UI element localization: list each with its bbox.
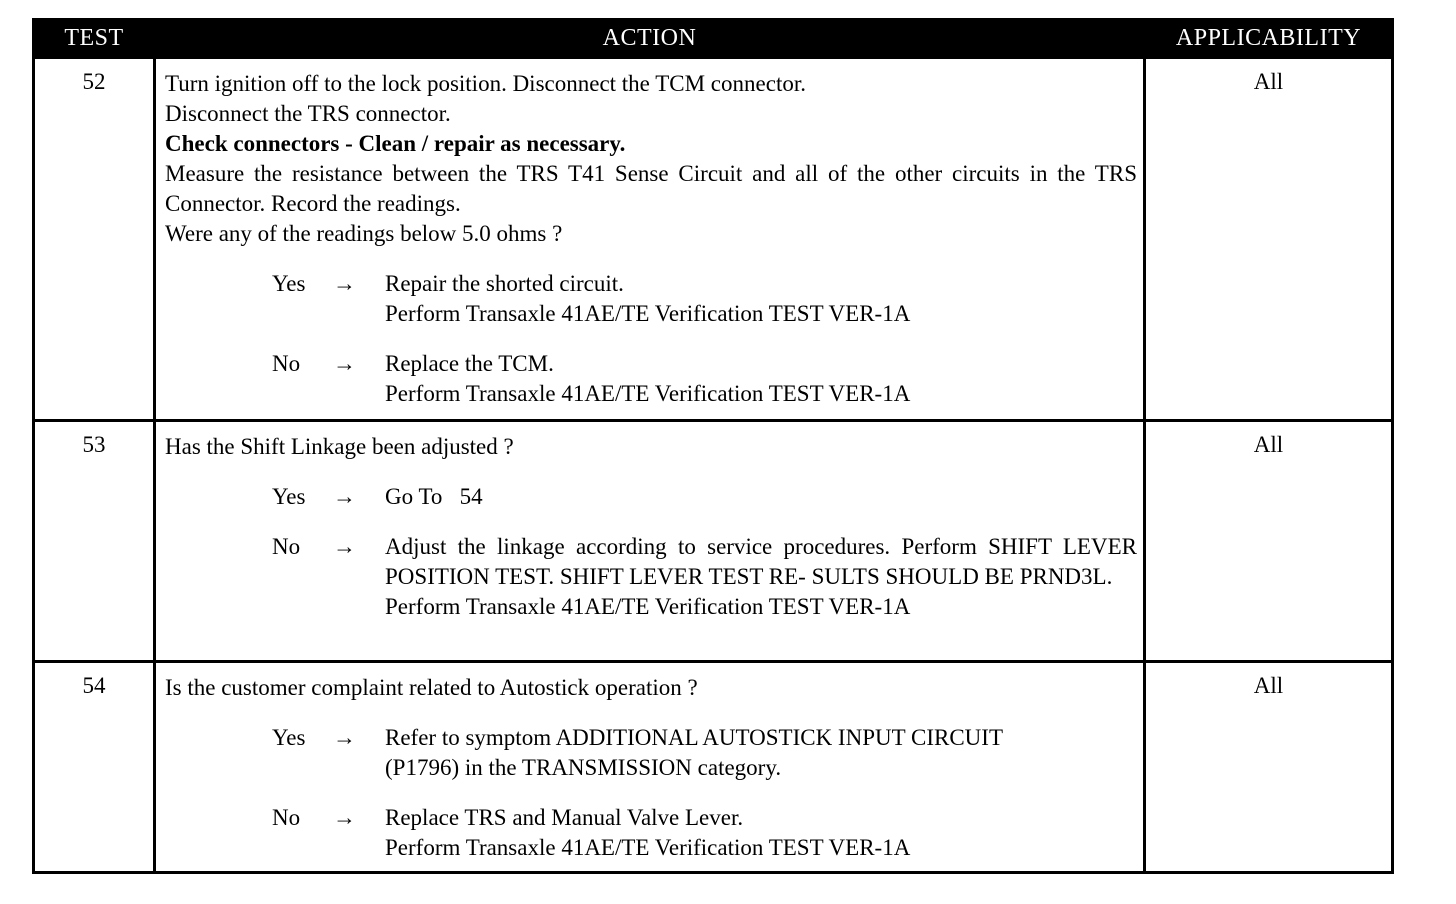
test-number: 52 <box>82 69 106 94</box>
table-row-test-54 <box>35 663 1391 871</box>
no-result: Replace the TCM. <box>385 351 554 376</box>
arrow-right-icon: → <box>333 805 356 830</box>
no-label: No <box>272 534 301 559</box>
no-result: Perform Transaxle 41AE/TE Verification TEST VER-1A <box>385 594 911 619</box>
table-row-test-53 <box>35 422 1391 660</box>
no-option <box>165 349 1137 409</box>
action-bold-text: Check connectors - Clean / repair as necessary. <box>165 131 626 156</box>
yes-option <box>165 482 1137 512</box>
yes-result: Go To 54 <box>385 484 483 509</box>
question-text: Were any of the readings below 5.0 ohms ? <box>165 221 563 246</box>
yes-label: Yes <box>272 725 306 750</box>
no-result: Replace TRS and Manual Valve Lever. <box>385 805 744 830</box>
applicability-cell: All <box>1253 432 1284 457</box>
yes-option <box>165 269 1137 329</box>
arrow-right-icon: → <box>333 484 356 509</box>
no-label: No <box>272 351 301 376</box>
action-text: Measure the resistance between the TRS T41 Sense Circuit and all of the other circuits in the TRS Connector. Record the readings. <box>165 161 1137 216</box>
yes-result: Repair the shorted circuit. <box>385 271 624 296</box>
action-text: Turn ignition off to the lock position. Disconnect the TCM connector. <box>165 71 806 96</box>
question-text: Is the customer complaint related to Autostick operation ? <box>165 675 698 700</box>
yes-result: (P1796) in the TRANSMISSION category. <box>385 755 782 780</box>
yes-result: Refer to symptom ADDITIONAL AUTOSTICK INPUT CIRCUIT <box>385 725 1003 750</box>
diagnostic-table <box>32 18 1394 874</box>
table-row-test-52 <box>35 59 1391 419</box>
no-result: Perform Transaxle 41AE/TE Verification TEST VER-1A <box>385 835 911 860</box>
action-cell <box>165 69 1137 409</box>
header-test: TEST <box>64 25 124 51</box>
question-text: Has the Shift Linkage been adjusted ? <box>165 434 514 459</box>
applicability-cell: All <box>1253 673 1284 698</box>
no-result: Adjust the linkage according to service procedures. Perform SHIFT LEVER POSITION TEST. SHIFT LEVER TEST RE- SULTS SHOULD BE PRND3L. <box>385 534 1137 589</box>
arrow-right-icon: → <box>333 351 356 376</box>
arrow-right-icon: → <box>333 271 356 296</box>
action-cell <box>165 673 1137 863</box>
action-text: Disconnect the TRS connector. <box>165 101 451 126</box>
table-header <box>35 21 1391 59</box>
arrow-right-icon: → <box>333 725 356 750</box>
yes-label: Yes <box>272 271 306 296</box>
header-applicability: APPLICABILITY <box>1175 25 1362 51</box>
yes-label: Yes <box>272 484 306 509</box>
test-number: 54 <box>82 673 106 698</box>
applicability-cell: All <box>1253 69 1284 94</box>
no-result: Perform Transaxle 41AE/TE Verification TEST VER-1A <box>385 381 911 406</box>
action-cell <box>165 432 1137 622</box>
no-label: No <box>272 805 301 830</box>
header-action: ACTION <box>602 25 697 51</box>
yes-option <box>165 723 1137 783</box>
no-option <box>165 803 1137 863</box>
yes-result: Perform Transaxle 41AE/TE Verification TEST VER-1A <box>385 301 911 326</box>
arrow-right-icon: → <box>333 534 356 559</box>
no-option <box>165 532 1137 622</box>
test-number: 53 <box>82 432 106 457</box>
